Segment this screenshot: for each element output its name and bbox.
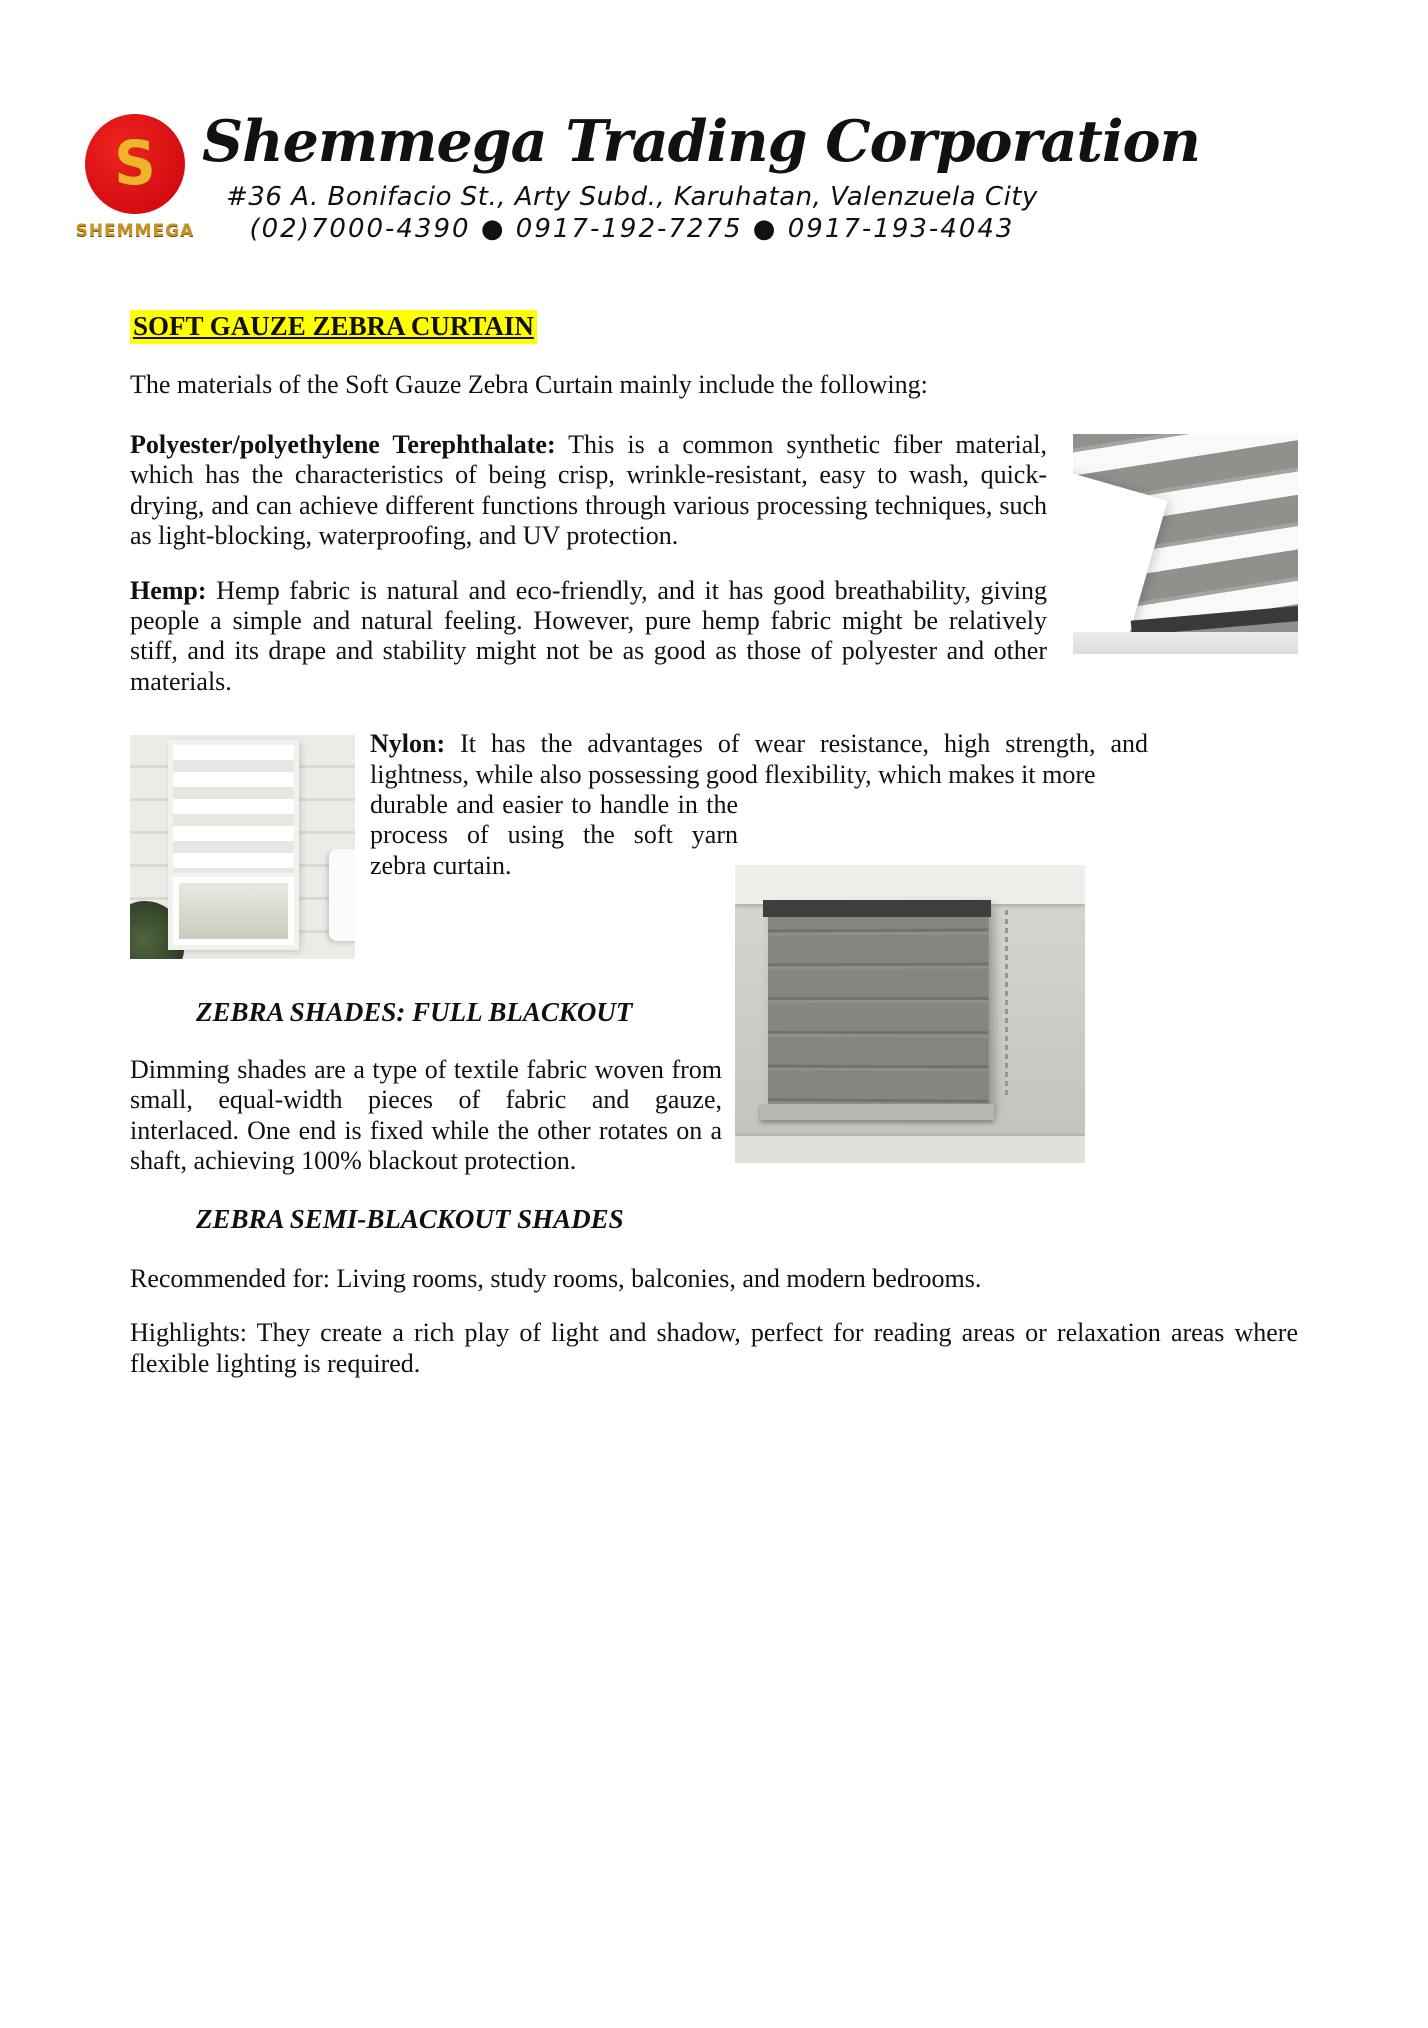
logo-monogram: S xyxy=(114,127,156,199)
polyester-text: This is a common synthetic fiber material, which has the characteristics of being crisp, wrinkle-resistant, easy to wash, quick-drying, and can achieve different functions through various processing techniques, such as light-blocking, waterproofing, and UV protection. xyxy=(130,429,1048,551)
hemp-label: Hemp: xyxy=(130,575,207,605)
bottom-rail-art xyxy=(760,1104,995,1120)
highlights-paragraph: Highlights: They create a rich play of light and shadow, perfect for reading areas or relaxation areas where flexible lighting is required. xyxy=(130,1318,1298,1378)
recommended-paragraph: Recommended for: Living rooms, study rooms, balconies, and modern bedrooms. xyxy=(130,1264,982,1294)
blackout-panel-art xyxy=(768,900,988,1110)
pull-chain-art xyxy=(1005,910,1008,1098)
heading-semi-blackout: ZEBRA SEMI-BLACKOUT SHADES xyxy=(196,1204,624,1235)
company-phones: (02)7000-4390 ● 0917-192-7275 ● 0917-193-4043 xyxy=(249,214,1015,245)
dimming-paragraph: Dimming shades are a type of textile fabric woven from small, equal-width pieces of fabric and gauze, interlaced. One end is fixed while the other rotates on a shaft, achieving 100% blackout protection. xyxy=(130,1054,722,1176)
window-glass-art xyxy=(179,883,287,939)
ceiling-board-art xyxy=(735,865,1085,904)
logo-caption: SHEMMEGA xyxy=(75,221,195,241)
materials-section xyxy=(130,430,1298,697)
nylon-label: Nylon: xyxy=(370,729,446,759)
letterhead xyxy=(75,108,1298,262)
towel-art xyxy=(329,849,355,941)
nylon-paragraph-end: durable and easier to handle in the process of using the soft yarn zebra curtain. xyxy=(370,790,738,880)
nylon-paragraph-start xyxy=(370,729,1148,790)
shades-section xyxy=(130,729,1298,1379)
nylon-text-start: It has the advantages of wear resistance, high strength, and lightness, while also possessing good flexibility, which makes it more xyxy=(370,729,1149,789)
heading-full-blackout: ZEBRA SHADES: FULL BLACKOUT xyxy=(196,997,633,1028)
company-address: #36 A. Bonifacio St., Arty Subd., Karuhatan, Valenzuela City xyxy=(226,181,1038,212)
company-name: Shemmega Trading Corporation xyxy=(202,108,1200,175)
window-sill-art xyxy=(1073,632,1298,654)
title-row xyxy=(130,310,1298,344)
company-logo xyxy=(75,114,195,242)
roller-bar-art xyxy=(763,900,991,917)
zebra-blind-closeup-photo xyxy=(1073,434,1298,654)
logo-red-circle-icon xyxy=(85,114,185,214)
white-zebra-shade-window-photo xyxy=(130,735,355,959)
page-title: SOFT GAUZE ZEBRA CURTAIN xyxy=(130,310,537,344)
polyester-label: Polyester/polyethylene Terephthalate: xyxy=(130,429,556,459)
window-art xyxy=(168,740,299,951)
letterhead-text xyxy=(202,108,1200,245)
zebra-shade-art xyxy=(173,745,294,877)
hemp-text: Hemp fabric is natural and eco-friendly, and it has good breathability, giving people a simple and natural feeling. However, pure hemp fabric might be relatively stiff, and its drape and stability might not be as good as those of polyester and other materials. xyxy=(130,575,1047,696)
gray-blackout-zebra-blind-photo xyxy=(735,865,1085,1163)
intro-paragraph: The materials of the Soft Gauze Zebra Curtain mainly include the following: xyxy=(130,369,928,399)
window-sill-art xyxy=(735,1136,1085,1163)
